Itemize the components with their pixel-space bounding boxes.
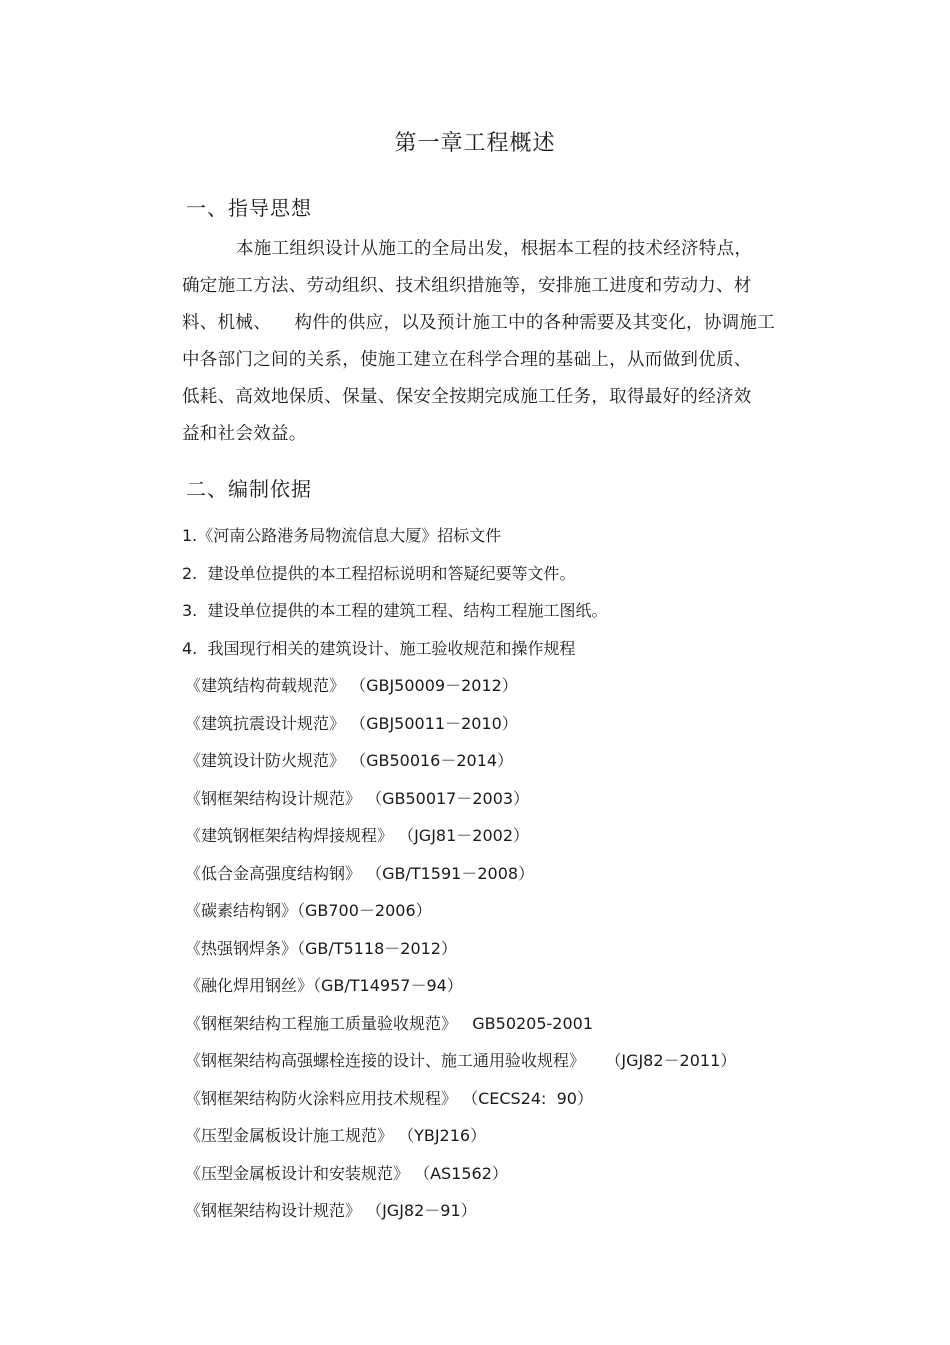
standard-reference: 《建筑钢框架结构焊接规程》 （JGJ81－2002） xyxy=(185,826,530,845)
section-heading-guiding-thought: 一、指导思想 xyxy=(186,196,312,220)
standard-reference: 《建筑设计防火规范》 （GB50016－2014） xyxy=(185,751,514,770)
paragraph-line: 低耗、高效地保质、保量、保安全按期完成施工任务，取得最好的经济效 xyxy=(182,387,752,407)
standard-reference: 《压型金属板设计施工规范》 （YBJ216） xyxy=(185,1126,487,1145)
paragraph-line: 料、机械、 构件的供应，以及预计施工中的各种需要及其变化，协调施工 xyxy=(182,313,776,333)
paragraph-line: 中各部门之间的关系，使施工建立在科学合理的基础上，从而做到优质、 xyxy=(182,350,752,370)
standard-reference: 《融化焊用钢丝》（GB/T14957－94） xyxy=(185,976,463,995)
standard-reference: 《钢框架结构设计规范》 （JGJ82－91） xyxy=(185,1201,477,1220)
paragraph-line: 本施工组织设计从施工的全局出发，根据本工程的技术经济特点， xyxy=(236,239,753,259)
standard-reference: 《建筑结构荷载规范》 （GBJ50009－2012） xyxy=(185,676,518,695)
basis-item: 4. 我国现行相关的建筑设计、施工验收规范和操作规程 xyxy=(182,638,576,658)
standard-reference: 《建筑抗震设计规范》 （GBJ50011－2010） xyxy=(185,713,518,733)
standard-reference: 《钢框架结构防火涂料应用技术规程》 （CECS24: 90） xyxy=(185,1088,593,1108)
paragraph-line: 益和社会效益。 xyxy=(182,424,307,444)
standard-reference: 《钢框架结构高强螺栓连接的设计、施工通用验收规程》 （JGJ82－2011） xyxy=(185,1051,737,1070)
section-heading-basis: 二、编制依据 xyxy=(186,477,312,501)
standard-reference: 《碳素结构钢》（GB700－2006） xyxy=(185,901,432,920)
standard-reference: 《钢框架结构设计规范》 （GB50017－2003） xyxy=(185,788,530,808)
standard-reference: 《钢框架结构工程施工质量验收规范》 GB50205-2001 xyxy=(185,1013,594,1033)
basis-list xyxy=(182,521,736,1234)
standard-reference: 《低合金高强度结构钢》 （GB/T1591－2008） xyxy=(185,863,535,883)
standard-reference: 《热强钢焊条》（GB/T5118－2012） xyxy=(185,938,457,958)
standard-reference: 《压型金属板设计和安装规范》 （AS1562） xyxy=(185,1163,508,1183)
basis-item: 2. 建设单位提供的本工程招标说明和答疑纪要等文件。 xyxy=(182,563,576,583)
chapter-title: 第一章工程概述 xyxy=(394,131,556,156)
paragraph-line: 确定施工方法、劳动组织、技术组织措施等，安排施工进度和劳动力、材 xyxy=(182,276,752,296)
basis-item: 3. 建设单位提供的本工程的建筑工程、结构工程施工图纸。 xyxy=(182,601,608,620)
basis-item: 1.《河南公路港务局物流信息大厦》招标文件 xyxy=(182,526,502,545)
guiding-thought-paragraph xyxy=(182,231,782,453)
